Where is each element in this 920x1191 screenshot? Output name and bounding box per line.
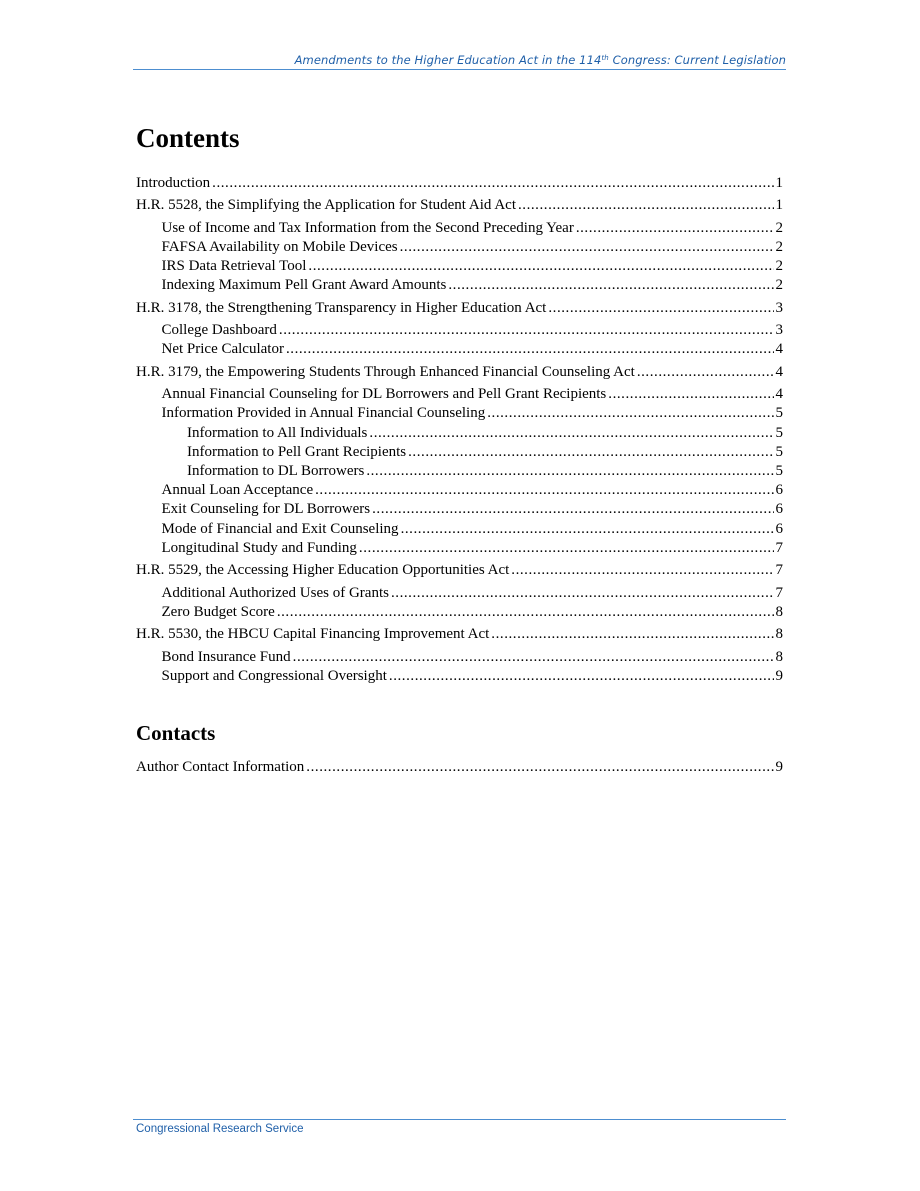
running-header [133, 53, 786, 67]
toc-dot-leader [306, 758, 773, 777]
toc-entry[interactable] [136, 561, 783, 580]
toc-dot-leader [491, 625, 773, 644]
toc-entry-page: 5 [775, 424, 783, 441]
toc-entry-title: Additional Authorized Uses of Grants [161, 584, 389, 601]
toc-entry-page: 1 [775, 175, 783, 191]
toc-dot-leader [391, 584, 774, 603]
toc-entry-title: Zero Budget Score [161, 603, 275, 620]
toc-entry-page: 4 [775, 363, 783, 380]
toc-dot-leader [401, 520, 774, 539]
toc-entry[interactable] [136, 481, 783, 500]
toc-entry-page: 6 [775, 520, 783, 537]
toc-entry-title: Information Provided in Annual Financial Counseling [161, 405, 486, 422]
toc-entry[interactable] [136, 539, 783, 558]
toc-entry[interactable] [136, 520, 783, 539]
toc-entry[interactable] [136, 500, 783, 519]
toc-entry-title: H.R. 3178, the Strengthening Transparency in Higher Education Act [136, 299, 547, 316]
contacts-list [136, 758, 783, 777]
toc-entry-page: 4 [775, 386, 783, 403]
toc-entry[interactable] [136, 238, 783, 257]
toc-entry[interactable] [136, 667, 783, 686]
toc-entry-title: Bond Insurance Fund [161, 648, 291, 665]
toc-entry-title: Exit Counseling for DL Borrowers [161, 501, 371, 518]
toc-entry-title: Net Price Calculator [161, 341, 284, 358]
toc-entry[interactable] [136, 196, 783, 215]
toc-entry-title: H.R. 5530, the HBCU Capital Financing Improvement Act [136, 626, 490, 643]
toc-entry-title: Support and Congressional Oversight [161, 667, 387, 684]
toc-dot-leader [279, 321, 774, 340]
toc-entry-page: 6 [775, 501, 783, 518]
toc-entry-title: Information to Pell Grant Recipients [187, 443, 407, 460]
toc-dot-leader [286, 340, 774, 359]
toc-entry-page: 8 [775, 648, 783, 665]
toc-dot-leader [448, 276, 773, 295]
toc-entry-title: Annual Loan Acceptance [161, 482, 314, 499]
toc-entry[interactable] [136, 625, 783, 644]
toc-dot-leader [366, 462, 773, 481]
toc-entry-page: 1 [775, 197, 783, 214]
toc-dot-leader [308, 257, 773, 276]
toc-entry-title: Longitudinal Study and Funding [161, 539, 357, 556]
toc-entry[interactable] [136, 603, 783, 622]
toc-entry-page: 4 [775, 341, 783, 358]
toc-entry-page: 7 [775, 562, 783, 579]
toc-entry-page: 3 [775, 322, 783, 339]
toc-entry-page: 5 [775, 462, 783, 479]
toc-entry[interactable] [136, 340, 783, 359]
toc-dot-leader [576, 219, 774, 238]
toc-dot-leader [487, 404, 773, 423]
toc-dot-leader [389, 667, 774, 686]
toc-entry-page: 2 [775, 219, 783, 236]
toc-entry-page: 9 [775, 759, 783, 775]
toc-entry[interactable] [136, 443, 783, 462]
toc-entry-title: Information to All Individuals [187, 424, 368, 441]
toc-entry-title: FAFSA Availability on Mobile Devices [161, 238, 398, 255]
toc-entry-title: H.R. 5529, the Accessing Higher Education Opportunities Act [136, 562, 510, 579]
toc-entry-page: 5 [775, 443, 783, 460]
toc-entry-page: 3 [775, 299, 783, 316]
toc-entry[interactable] [136, 219, 783, 238]
toc-entry-title: College Dashboard [161, 322, 277, 339]
header-title-superscript: th [601, 54, 609, 62]
header-rule [133, 69, 786, 70]
toc-entry[interactable] [136, 424, 783, 443]
toc-entry-title: Introduction [136, 175, 211, 191]
toc-dot-leader [293, 648, 774, 667]
toc-dot-leader [369, 424, 773, 443]
toc-entry-title: Annual Financial Counseling for DL Borrowers and Pell Grant Recipients [161, 386, 607, 403]
toc-dot-leader [315, 481, 773, 500]
toc-entry[interactable] [136, 462, 783, 481]
toc-entry-page: 8 [775, 626, 783, 643]
toc-dot-leader [548, 299, 773, 318]
toc-entry[interactable] [136, 321, 783, 340]
toc-entry-page: 8 [775, 603, 783, 620]
toc-dot-leader [511, 561, 773, 580]
toc-entry[interactable] [136, 174, 783, 193]
footer-publisher: Congressional Research Service [136, 1123, 304, 1135]
header-title-end: Congress: Current Legislation [608, 53, 786, 67]
toc-entry-title: Information to DL Borrowers [187, 462, 365, 479]
toc-entry-title: Mode of Financial and Exit Counseling [161, 520, 399, 537]
toc-dot-leader [277, 603, 774, 622]
toc-dot-leader [212, 174, 773, 193]
toc-entry-title: H.R. 3179, the Empowering Students Through Enhanced Financial Counseling Act [136, 363, 635, 380]
toc-entry[interactable] [136, 758, 783, 777]
toc-entry-page: 2 [775, 277, 783, 294]
contacts-heading: Contacts [136, 721, 216, 745]
toc-entry-title: Author Contact Information [136, 759, 305, 775]
toc-dot-leader [408, 443, 773, 462]
toc-dot-leader [637, 363, 774, 382]
toc-dot-leader [372, 500, 773, 519]
toc-entry[interactable] [136, 404, 783, 423]
contents-heading: Contents [136, 123, 240, 153]
toc-dot-leader [359, 539, 774, 558]
toc-entry[interactable] [136, 276, 783, 295]
table-of-contents [136, 174, 783, 686]
toc-entry-title: Indexing Maximum Pell Grant Award Amounts [161, 277, 447, 294]
toc-entry-page: 7 [775, 584, 783, 601]
toc-entry[interactable] [136, 385, 783, 404]
toc-entry-page: 2 [775, 258, 783, 275]
toc-entry-page: 7 [775, 539, 783, 556]
header-title-main: Amendments to the Higher Education Act in the 114 [294, 53, 602, 67]
toc-entry-page: 6 [775, 482, 783, 499]
toc-dot-leader [608, 385, 773, 404]
toc-entry-title: Use of Income and Tax Information from the Second Preceding Year [161, 219, 574, 236]
toc-entry[interactable] [136, 257, 783, 276]
toc-entry-title: IRS Data Retrieval Tool [161, 258, 307, 275]
toc-entry-page: 5 [775, 405, 783, 422]
toc-entry[interactable] [136, 584, 783, 603]
toc-entry-title: H.R. 5528, the Simplifying the Application for Student Aid Act [136, 197, 516, 214]
toc-dot-leader [400, 238, 774, 257]
toc-entry[interactable] [136, 648, 783, 667]
footer-rule [133, 1119, 786, 1120]
toc-entry[interactable] [136, 363, 783, 382]
toc-dot-leader [518, 196, 774, 215]
toc-entry[interactable] [136, 299, 783, 318]
toc-entry-page: 9 [775, 667, 783, 684]
toc-entry-page: 2 [775, 238, 783, 255]
